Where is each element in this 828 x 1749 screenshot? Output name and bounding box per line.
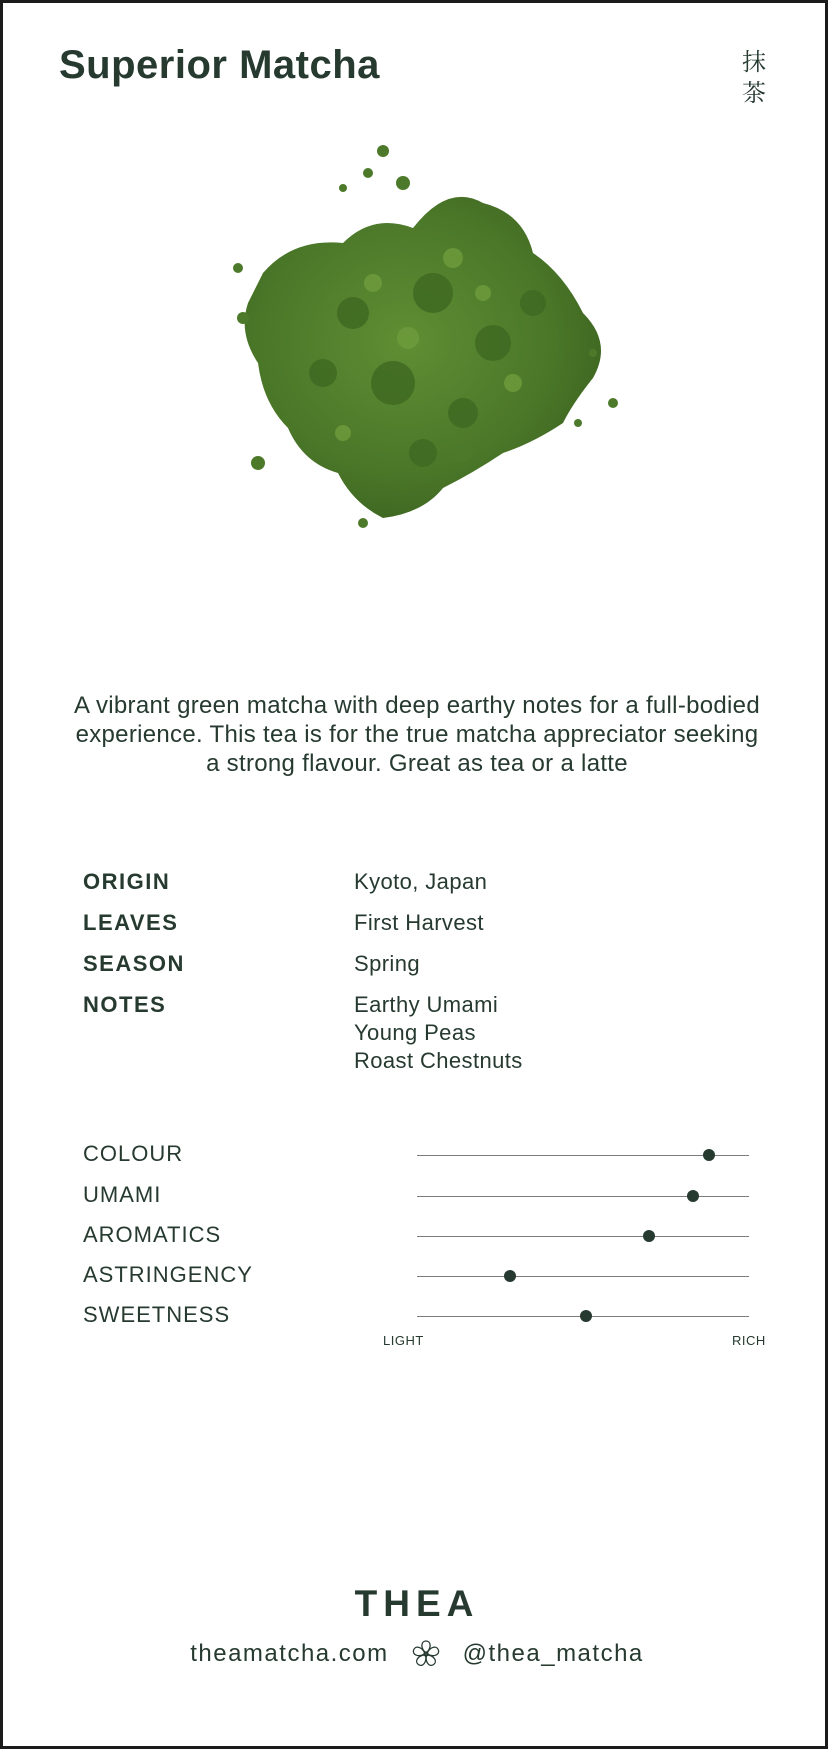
footer [3,1639,828,1669]
profile-label: UMAMI [83,1182,162,1207]
spec-row-origin [83,868,723,896]
profile-label: COLOUR [83,1141,184,1166]
spec-value-line: Roast Chestnuts [354,1048,523,1073]
profile-label: ASTRINGENCY [83,1262,253,1287]
spec-key: NOTES [83,992,167,1017]
profile-label: SWEETNESS [83,1302,231,1327]
tea-description: A vibrant green matcha with deep earthy notes for a full-bodied experience. This tea is for the true matcha appreciator seeking a strong flavour. Great as tea or a latte [74,692,760,777]
profile-level-dot [703,1149,715,1161]
profile-row-colour [3,1139,828,1169]
profile-level-dot [687,1190,699,1202]
matcha-powder-image [233,143,693,603]
profile-track [417,1236,749,1237]
kanji-char-2: 茶 [742,79,766,107]
profile-row-sweetness [3,1300,828,1330]
scale-high-label: RICH [732,1333,766,1348]
spec-value [354,991,523,1075]
kanji-char-1: 抹 [742,48,766,76]
scale-low-label: LIGHT [383,1333,424,1348]
profile-track [417,1276,749,1277]
profile-row-umami [3,1180,828,1210]
profile-level-dot [504,1270,516,1282]
spec-value-line: First Harvest [354,910,484,935]
profile-track [417,1196,749,1197]
profile-row-astringency [3,1260,828,1290]
spec-value [354,868,487,896]
product-title: Superior Matcha [59,43,380,87]
spec-row-leaves [83,909,723,937]
brand-logo-text: THEA [354,1583,480,1624]
profile-label: AROMATICS [83,1222,222,1247]
spec-value [354,909,484,937]
profile-level-dot [580,1310,592,1322]
spec-value-line: Young Peas [354,1020,476,1045]
spec-value-line: Spring [354,951,420,976]
kanji-label [741,47,767,109]
profile-track [417,1155,749,1156]
profile-level-dot [643,1230,655,1242]
profile-row-aromatics [3,1220,828,1250]
spec-value-line: Kyoto, Japan [354,869,488,894]
spec-row-season [83,950,723,978]
spec-value-line: Earthy Umami [354,992,499,1017]
spec-value [354,950,420,978]
tea-specs [83,868,723,1088]
spec-key: SEASON [83,951,185,976]
sakura-flower-icon [411,1639,441,1669]
spec-key: ORIGIN [83,869,171,894]
website-link[interactable]: theamatcha.com [190,1640,389,1667]
spec-row-notes [83,991,723,1075]
spec-key: LEAVES [83,910,179,935]
social-handle-link[interactable]: @thea_matcha [462,1640,644,1667]
